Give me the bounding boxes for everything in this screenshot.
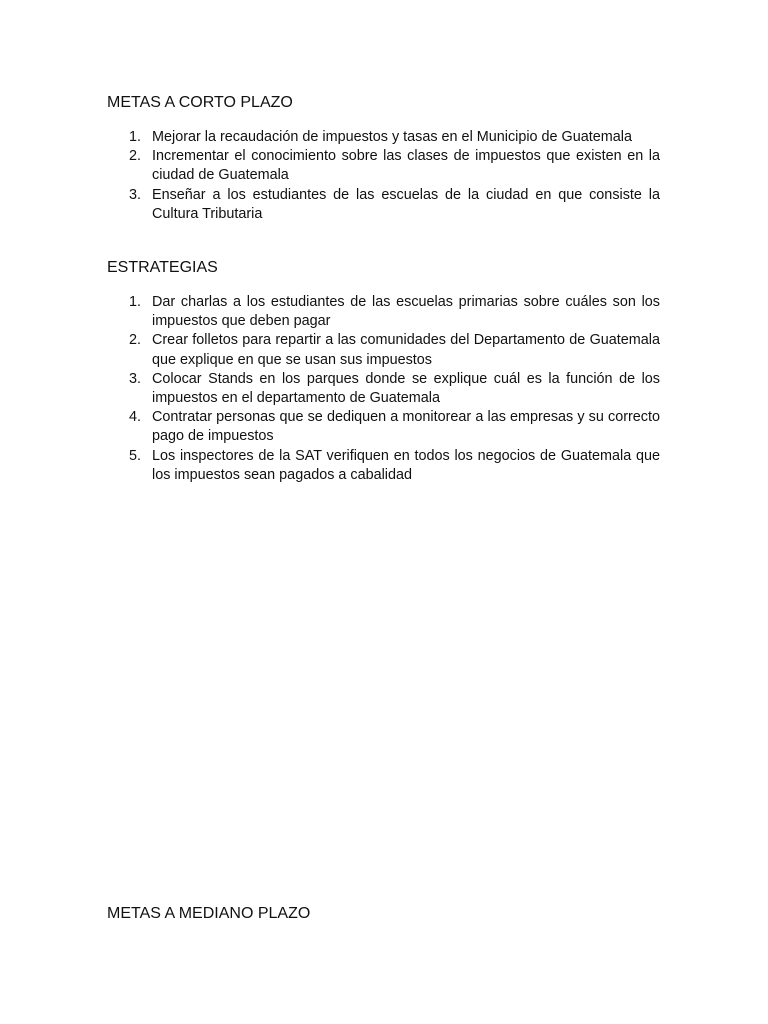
- section-heading: METAS A MEDIANO PLAZO: [107, 905, 311, 922]
- list-item-text: Enseñar a los estudiantes de las escuelas de la ciudad en que consiste la Cultura Tributaria: [152, 186, 660, 222]
- list-number: 1.: [129, 294, 142, 310]
- list-item: [107, 293, 660, 331]
- section-metas-mediano-plazo: [107, 904, 660, 924]
- list-item-text: Crear folletos para repartir a las comunidades del Departamento de Guatemala que explique en que se usan sus impuestos: [152, 332, 660, 368]
- list-item: [107, 186, 660, 224]
- list-item-text: Colocar Stands en los parques donde se explique cuál es la función de los impuestos en el departamento de Guatemala: [152, 370, 660, 407]
- list-item: [107, 331, 660, 369]
- strategies-list: [107, 293, 660, 485]
- list-item-text: Mejorar la recaudación de impuestos y tasas en el Municipio de Guatemala: [152, 129, 632, 145]
- list-item: [107, 408, 660, 446]
- list-number: 3.: [129, 186, 142, 203]
- section-heading: METAS A CORTO PLAZO: [107, 94, 293, 111]
- list-item-text: Incrementar el conocimiento sobre las clases de impuestos que existen en la ciudad de Guatemala: [152, 148, 660, 184]
- list-item: [107, 147, 660, 185]
- list-item-text: Los inspectores de la SAT verifiquen en todos los negocios de Guatemala que los impuestos sean pagados a cabalidad: [152, 447, 660, 483]
- list-item: [107, 128, 660, 147]
- list-number: 1.: [129, 129, 142, 145]
- list-number: 2.: [129, 148, 142, 165]
- list-item-text: Dar charlas a los estudiantes de las escuelas primarias sobre cuáles son los impuestos que deben pagar: [152, 294, 660, 330]
- section-metas-corto-plazo: [107, 93, 660, 224]
- list-item: [107, 370, 660, 408]
- section-heading: ESTRATEGIAS: [107, 259, 218, 276]
- list-item: [107, 447, 660, 485]
- list-number: 2.: [129, 332, 142, 349]
- list-number: 5.: [129, 447, 142, 464]
- list-number: 3.: [129, 370, 142, 387]
- goals-list: [107, 128, 660, 224]
- section-estrategias: [107, 258, 660, 485]
- list-number: 4.: [129, 409, 142, 426]
- list-item-text: Contratar personas que se dediquen a monitorear a las empresas y su correcto pago de impuestos: [152, 409, 660, 445]
